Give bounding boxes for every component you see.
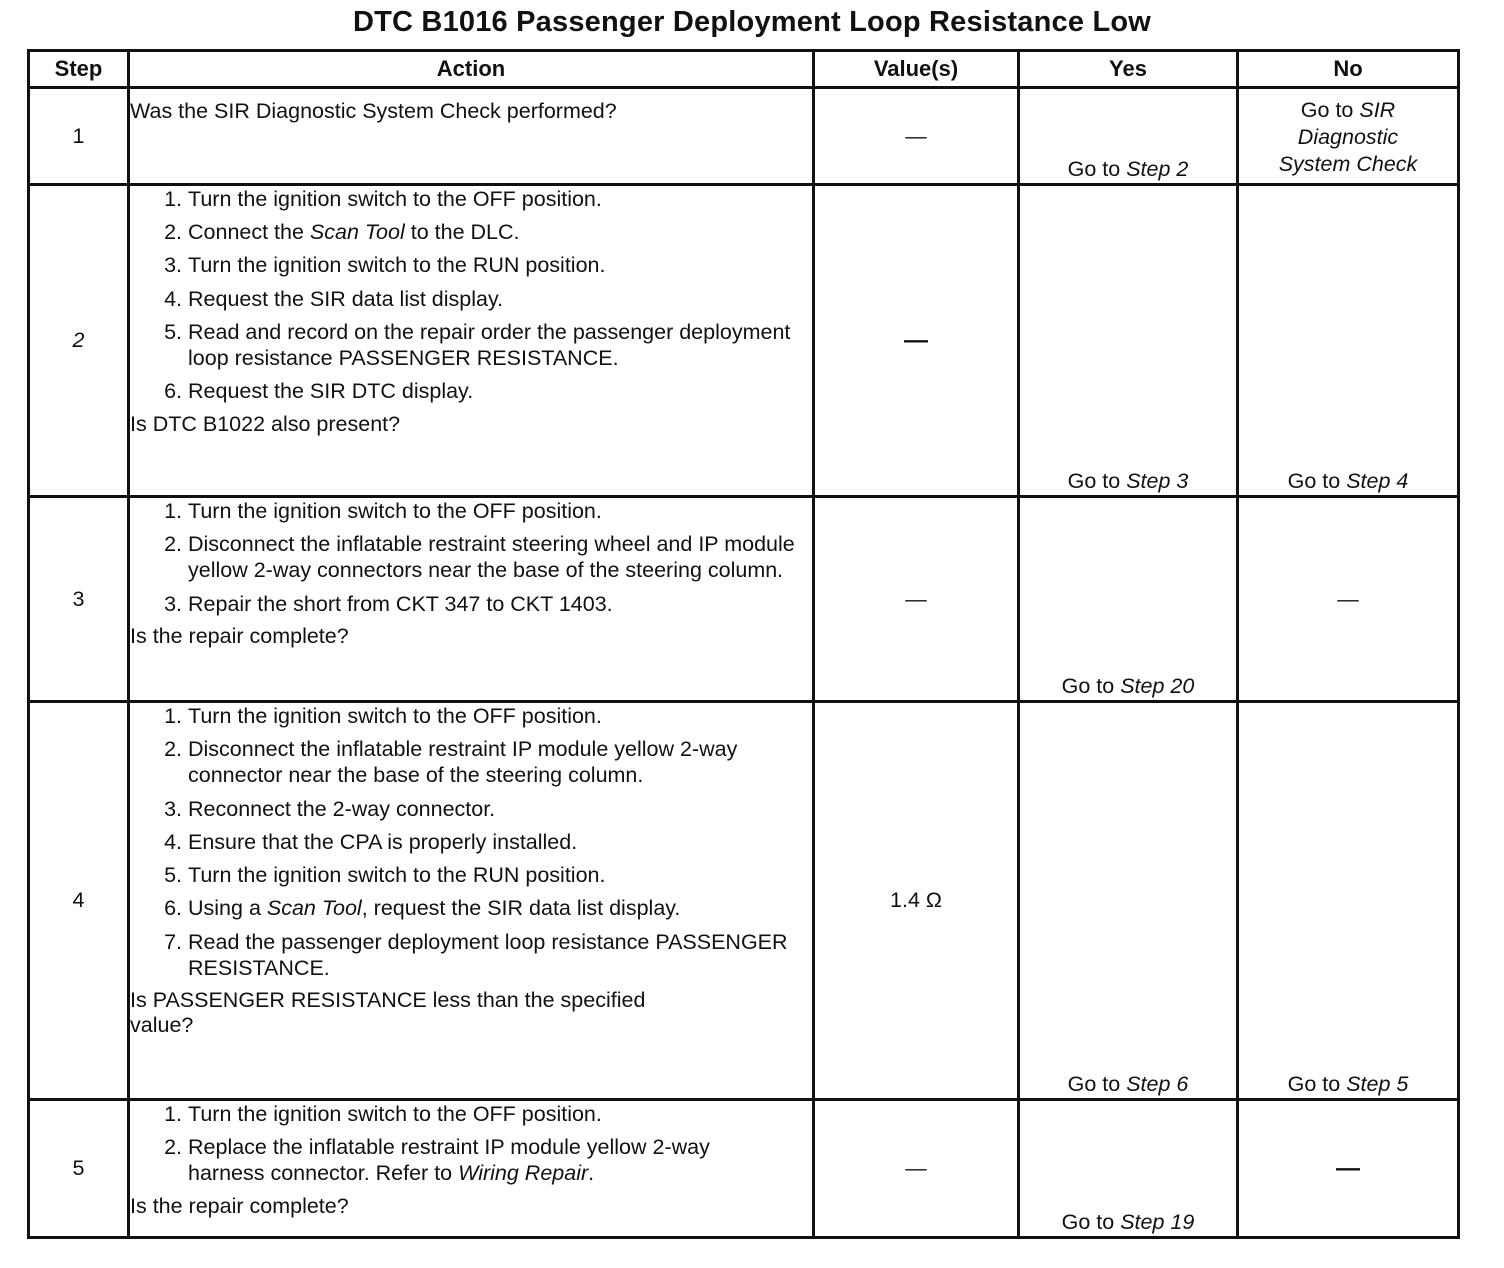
no-link[interactable]: Step 5 bbox=[1346, 1072, 1409, 1097]
value-text: — bbox=[905, 586, 927, 611]
no-link-line3[interactable]: System Check bbox=[1278, 151, 1418, 176]
list-item: 2. Disconnect the inflatable restraint steering wheel and IP module yellow 2-way connectors near the base of the steering column. bbox=[188, 531, 812, 583]
action-question: Is PASSENGER RESISTANCE less than the specified value? bbox=[130, 987, 646, 1038]
header-values: Value(s) bbox=[814, 51, 1019, 88]
yes-link[interactable]: Step 6 bbox=[1126, 1072, 1189, 1097]
list-item: 2. Connect the Scan Tool to the DLC. bbox=[188, 219, 812, 245]
no-prefix: Go to bbox=[1300, 98, 1360, 122]
list-item: 4. Request the SIR data list display. bbox=[188, 286, 812, 312]
yes-cell bbox=[1019, 497, 1238, 702]
list-item: 1. Turn the ignition switch to the OFF position. bbox=[188, 186, 812, 212]
value-cell bbox=[814, 1100, 1019, 1238]
list-item: 6. Request the SIR DTC display. bbox=[188, 378, 812, 404]
list-item: 2. Replace the inflatable restraint IP module yellow 2-way harness connector. Refer to Wiring Repair. bbox=[188, 1134, 748, 1186]
action-steps bbox=[130, 1101, 812, 1187]
no-text: — bbox=[1337, 586, 1359, 611]
value-cell bbox=[814, 497, 1019, 702]
yes-cell bbox=[1019, 88, 1238, 185]
step-cell bbox=[29, 497, 129, 702]
yes-link[interactable]: Step 19 bbox=[1120, 1210, 1195, 1235]
list-item: 5. Read and record on the repair order the passenger deployment loop resistance PASSENGER RESISTANCE. bbox=[188, 319, 812, 371]
step-number: 3 bbox=[72, 586, 85, 611]
yes-prefix: Go to bbox=[1061, 674, 1121, 699]
no-prefix: Go to bbox=[1287, 469, 1347, 494]
header-step: Step bbox=[29, 51, 129, 88]
action-steps bbox=[130, 703, 812, 981]
value-text: 1.4 Ω bbox=[890, 888, 942, 912]
list-item: 3. Reconnect the 2-way connector. bbox=[188, 796, 812, 822]
no-prefix: Go to bbox=[1287, 1072, 1347, 1097]
step-number: 1 bbox=[72, 123, 85, 148]
yes-prefix: Go to bbox=[1067, 469, 1127, 494]
step-cell bbox=[29, 1100, 129, 1238]
list-item: 3. Turn the ignition switch to the RUN position. bbox=[188, 252, 812, 278]
action-question: Is the repair complete? bbox=[130, 623, 349, 648]
no-link[interactable]: SIR bbox=[1359, 98, 1396, 122]
step-cell bbox=[29, 88, 129, 185]
step-cell bbox=[29, 702, 129, 1100]
yes-cell bbox=[1019, 185, 1238, 497]
list-item: 1. Turn the ignition switch to the OFF position. bbox=[188, 703, 812, 729]
no-cell bbox=[1238, 88, 1459, 185]
table-row bbox=[29, 497, 1459, 702]
list-item: 5. Turn the ignition switch to the RUN position. bbox=[188, 862, 812, 888]
no-cell bbox=[1238, 1100, 1459, 1238]
action-cell bbox=[129, 702, 814, 1100]
table-row bbox=[29, 702, 1459, 1100]
step-cell bbox=[29, 185, 129, 497]
list-item: 7. Read the passenger deployment loop resistance PASSENGER RESISTANCE. bbox=[188, 929, 812, 981]
action-steps bbox=[130, 186, 812, 405]
value-cell bbox=[814, 185, 1019, 497]
yes-prefix: Go to bbox=[1067, 1072, 1127, 1097]
step-number: 2 bbox=[72, 328, 85, 352]
table-row bbox=[29, 1100, 1459, 1238]
yes-link[interactable]: Step 20 bbox=[1120, 674, 1195, 699]
action-cell bbox=[129, 88, 814, 185]
yes-prefix: Go to bbox=[1067, 157, 1127, 182]
header-yes: Yes bbox=[1019, 51, 1238, 88]
list-item: 2. Disconnect the inflatable restraint IP module yellow 2-way connector near the base of the steering column. bbox=[188, 736, 812, 788]
list-item: 3. Repair the short from CKT 347 to CKT 1403. bbox=[188, 591, 812, 617]
action-steps bbox=[130, 498, 812, 617]
action-cell bbox=[129, 185, 814, 497]
value-text: — bbox=[905, 123, 927, 148]
list-item: 4. Ensure that the CPA is properly installed. bbox=[188, 829, 812, 855]
yes-cell bbox=[1019, 1100, 1238, 1238]
no-link-line2[interactable]: Diagnostic bbox=[1297, 124, 1399, 149]
no-cell bbox=[1238, 185, 1459, 497]
table-row bbox=[29, 88, 1459, 185]
action-cell bbox=[129, 497, 814, 702]
yes-link[interactable]: Step 3 bbox=[1126, 469, 1189, 494]
value-text: — bbox=[905, 1156, 927, 1180]
value-cell bbox=[814, 88, 1019, 185]
step-number: 5 bbox=[72, 1156, 85, 1180]
yes-cell bbox=[1019, 702, 1238, 1100]
step-number: 4 bbox=[72, 888, 85, 912]
table-row bbox=[29, 185, 1459, 497]
no-text: — bbox=[1336, 1154, 1360, 1182]
value-cell bbox=[814, 702, 1019, 1100]
list-item: 1. Turn the ignition switch to the OFF position. bbox=[188, 1101, 812, 1127]
table-header-row bbox=[29, 51, 1459, 88]
page-title: DTC B1016 Passenger Deployment Loop Resistance Low bbox=[352, 6, 1152, 38]
header-no: No bbox=[1238, 51, 1459, 88]
action-cell bbox=[129, 1100, 814, 1238]
action-question: Was the SIR Diagnostic System Check performed? bbox=[130, 99, 617, 123]
action-question: Is DTC B1022 also present? bbox=[130, 411, 401, 436]
action-question: Is the repair complete? bbox=[130, 1193, 349, 1218]
list-item: 6. Using a Scan Tool, request the SIR data list display. bbox=[188, 895, 812, 921]
yes-prefix: Go to bbox=[1061, 1210, 1121, 1235]
yes-link[interactable]: Step 2 bbox=[1126, 157, 1189, 182]
no-link[interactable]: Step 4 bbox=[1346, 469, 1409, 494]
no-cell bbox=[1238, 497, 1459, 702]
header-action: Action bbox=[129, 51, 814, 88]
no-cell bbox=[1238, 702, 1459, 1100]
list-item: 1. Turn the ignition switch to the OFF position. bbox=[188, 498, 812, 524]
value-text: — bbox=[904, 326, 928, 354]
diagnostic-table bbox=[27, 49, 1460, 1239]
